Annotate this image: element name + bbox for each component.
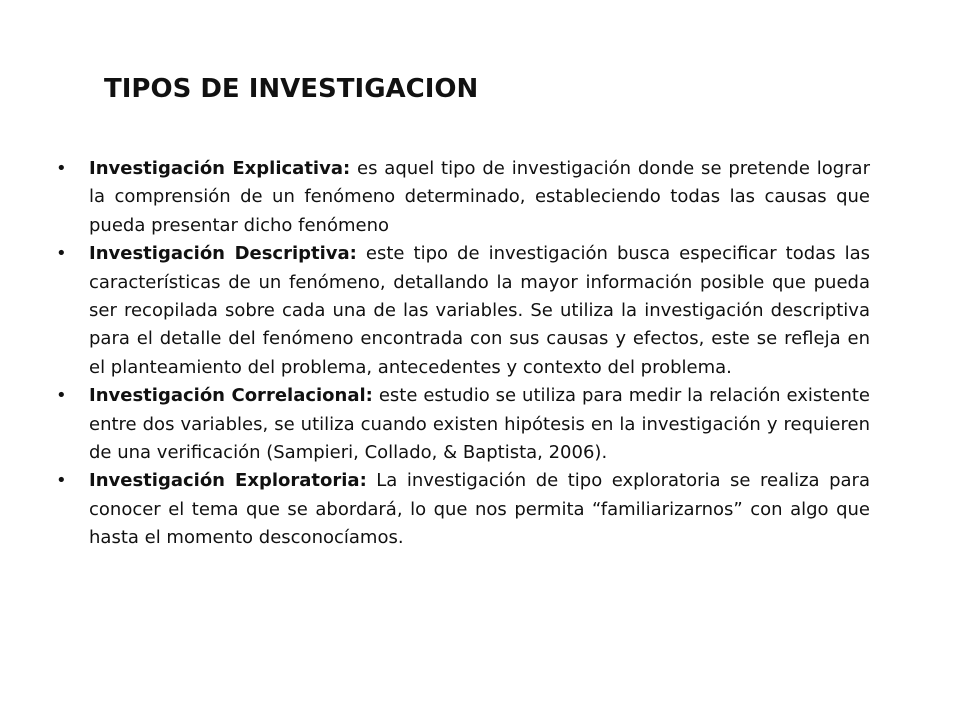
list-item (56, 467, 870, 552)
bullet-icon: • (56, 470, 67, 492)
item-description: este estudio se utiliza para medir la relación existente entre dos variables, se utiliza cuando existen hipótesis en la investigación y requieren de una verificación (Sampieri, Collado, & Baptista, 2006). (89, 385, 870, 464)
item-term: Investigación Descriptiva: (89, 243, 357, 265)
list-item (56, 240, 870, 382)
list-item (56, 155, 870, 240)
bullet-icon: • (56, 385, 67, 407)
item-description: este tipo de investigación busca especificar todas las características de un fenómeno, detallando la mayor información posible que pueda ser recopilada sobre cada una de las variables. Se utiliza la investigación descriptiva para el detalle del fenómeno encontrada con sus causas y efectos, este se refleja en el planteamiento del problema, antecedentes y contexto del problema. (89, 243, 871, 378)
item-description: La investigación de tipo exploratoria se realiza para conocer el tema que se abordará, lo que nos permita “familiarizarnos” con algo que hasta el momento desconocíamos. (89, 470, 870, 549)
item-term: Investigación Correlacional: (89, 385, 373, 407)
slide-title: TIPOS DE INVESTIGACION (104, 74, 479, 104)
item-term: Investigación Exploratoria: (89, 470, 367, 492)
item-term: Investigación Explicativa: (89, 158, 351, 179)
item-description: es aquel tipo de investigación donde se pretende lograr la comprensión de un fenómeno determinado, estableciendo todas las causas que pueda presentar dicho fenómeno (89, 158, 870, 236)
list-item (56, 382, 870, 467)
bullet-list (56, 155, 870, 553)
bullet-icon: • (56, 243, 67, 265)
bullet-icon: • (56, 158, 67, 179)
